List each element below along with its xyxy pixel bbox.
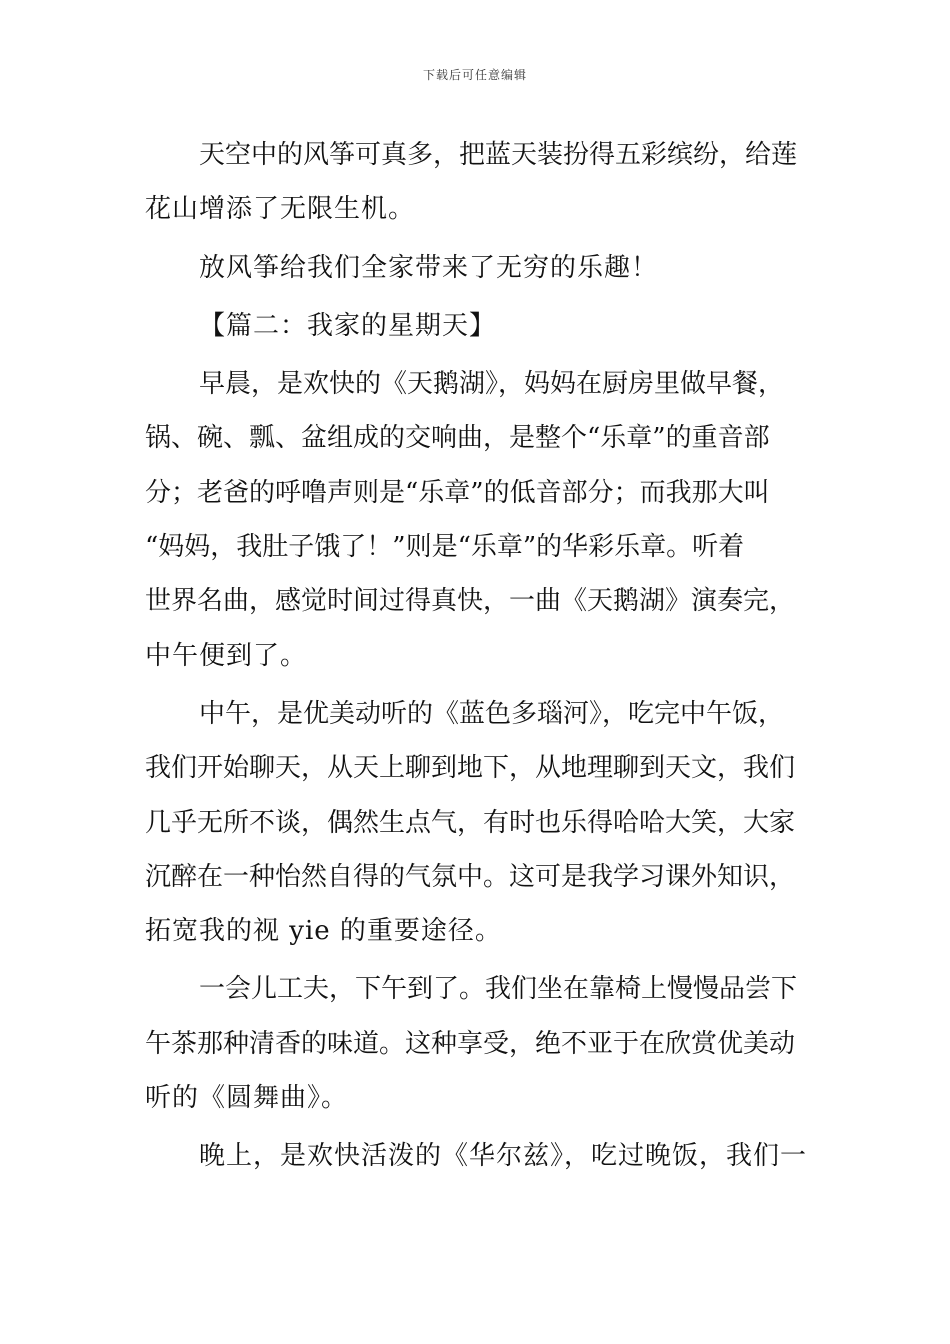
text-line: 中午便到了。 — [145, 640, 308, 671]
text-line: 沉醉在一种怡然自得的气氛中。这可是我学习课外知识， — [145, 861, 796, 892]
text-line: 听的《圆舞曲》。 — [145, 1083, 349, 1114]
text-line: 一会儿工夫，下午到了。我们坐在靠椅上慢慢品尝下 — [199, 974, 798, 1005]
paragraph — [145, 687, 809, 958]
text-line: 【篇二：我家的星期天】 — [199, 310, 497, 341]
paragraph — [145, 128, 809, 237]
text-line: 我们开始聊天，从天上聊到地下，从地理聊到天文，我们 — [145, 753, 796, 784]
text-line: 锅、碗、瓢、盆组成的交响曲，是整个“乐章”的重音部 — [145, 423, 770, 454]
paragraph — [145, 241, 809, 295]
paragraph — [145, 357, 809, 683]
text-line: 中午，是优美动听的《蓝色多瑙河》，吃完中午饭， — [199, 698, 785, 729]
text-line: 拓宽我的视 yie 的重要途径。 — [145, 916, 502, 947]
text-line: 放风筝给我们全家带来了无穷的乐趣！ — [199, 252, 659, 283]
text-line: 分；老爸的呼噜声则是“乐章”的低音部分；而我那大叫 — [145, 477, 770, 508]
text-line: 天空中的风筝可真多，把蓝天装扮得五彩缤纷，给莲 — [199, 140, 798, 170]
text-line: “妈妈，我肚子饿了！”则是“乐章”的华彩乐章。听着 — [145, 532, 745, 563]
paragraph — [145, 299, 809, 353]
text-line: 早晨，是欢快的《天鹅湖》，妈妈在厨房里做早餐， — [199, 369, 785, 400]
document-body — [145, 128, 809, 1184]
page-header: 下载后可任意编辑 — [422, 68, 527, 82]
text-line: 花山增添了无限生机。 — [145, 194, 416, 225]
text-line: 世界名曲，感觉时间过得真快，一曲《天鹅湖》演奏完， — [145, 586, 796, 617]
paragraph — [145, 1129, 809, 1183]
text-line: 几乎无所不谈，偶然生点气，有时也乐得哈哈大笑，大家 — [145, 807, 796, 838]
text-line: 晚上，是欢快活泼的《华尔兹》，吃过晚饭，我们一 — [199, 1141, 808, 1172]
text-line: 午茶那种清香的味道。这种享受，绝不亚于在欣赏优美动 — [145, 1028, 796, 1059]
paragraph — [145, 962, 809, 1125]
